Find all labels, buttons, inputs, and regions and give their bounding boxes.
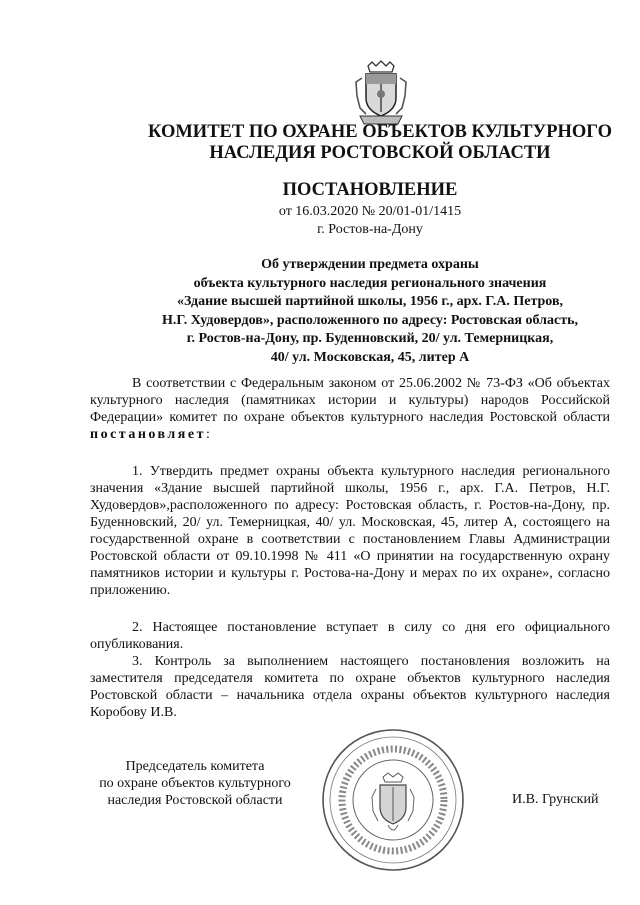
preamble-paragraph (90, 375, 610, 443)
preamble-colon: : (205, 427, 210, 442)
document-type: ПОСТАНОВЛЕНИЕ (282, 180, 458, 200)
item-3: 3. Контроль за выполнением настоящего постановления возложить на заместителя председателя комитета по охране объектов культурного наследия Ростовской области – начальника отдела охраны объектов культурного наследия Коробову И.В. (90, 654, 610, 720)
decree-word: постановляет (90, 427, 206, 442)
org-name-line1: КОМИТЕТ ПО ОХРАНЕ ОБЪЕКТОВ КУЛЬТУРНОГО (148, 122, 612, 142)
signature-title (80, 758, 310, 809)
subject-line: Н.Г. Худовердов», расположенного по адресу: Ростовская область, (162, 312, 578, 328)
subject-line: г. Ростов-на-Дону, пр. Буденновский, 20/ ул. Темерницкая, (186, 331, 554, 346)
document-date-number: от 16.03.2020 № 20/01-01/1415 (278, 204, 462, 219)
item-2: 2. Настоящее постановление вступает в силу со дня его официального опубликования. (90, 620, 610, 652)
signature-title-line: по охране объектов культурного (99, 776, 291, 791)
official-seal-icon (318, 725, 468, 875)
org-name-line2: НАСЛЕДИЯ РОСТОВСКОЙ ОБЛАСТИ (209, 143, 551, 163)
document-subject (130, 256, 610, 367)
signature-title-line: наследия Ростовской области (107, 793, 283, 808)
subject-line: «Здание высшей партийной школы, 1956 г., арх. Г.А. Петров, (176, 294, 564, 309)
subject-line: объекта культурного наследия регионального значения (193, 275, 547, 291)
item-1: 1. Утвердить предмет охраны объекта культурного наследия регионального значения «Здание высшей партийной школы, 1956 г., арх. Г.А. Петров, Н.Г. Худовердов»,расположенного по адресу: Ростовская область, г. Ростов-на-Дону, пр. Буденновский, 20/ ул. Темерницкая, 40/ ул. Московская, 45, литер А, состоящего на государственной охране в соответствии с постановлением Главы Администрации Ростовской области от 09.10.1998 № 411 «О принятии на государственную охрану памятников истории и культуры г. Ростова-на-Дону и мерах по их охране», согласно приложению. (90, 464, 610, 598)
coat-of-arms-icon (352, 60, 410, 126)
signature-title-line: Председатель комитета (125, 759, 265, 774)
document-city: г. Ростов-на-Дону (317, 222, 423, 237)
signatory-name: И.В. Грунский (512, 792, 599, 807)
subject-line: 40/ ул. Московская, 45, литер А (270, 349, 470, 365)
subject-line: Об утверждении предмета охраны (261, 257, 479, 272)
preamble-text: В соответствии с Федеральным законом от 25.06.2002 № 73-ФЗ «Об объектах культурного наследия (памятниках истории и культуры) народов Российской Федерации» комитет по охране объектов культурного наследия Ростовской области (90, 376, 610, 425)
